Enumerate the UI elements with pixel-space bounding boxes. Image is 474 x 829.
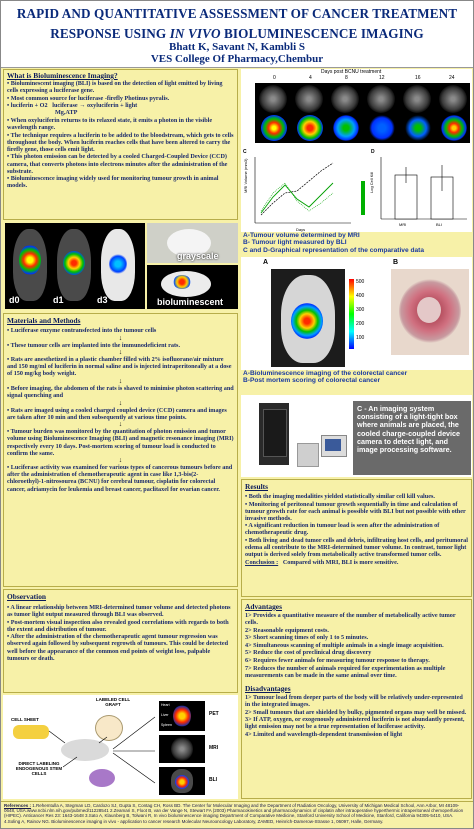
intro-bullet: • Most common source for luciferase -firefly Photinus pyralis.: [7, 94, 170, 102]
days-row: [255, 75, 470, 83]
observation-title: Observation: [7, 592, 47, 601]
disadvantage-item: 3> If ATP, oxygen, or exogenously administered luciferin is not abundantly present, light emission may not be a true representation of luciferase activity.: [245, 716, 465, 731]
mice-figure: [3, 223, 238, 309]
advantages-section: [241, 599, 472, 799]
grayscale-mouse-panel: [147, 223, 238, 263]
disadvantage-item: 2> Small tumours that are shielded by bulky, pigmented organs may well be missed.: [245, 708, 467, 716]
c-xlabel: Days: [296, 227, 306, 232]
c-ylabel: MRI Volume (mm3): [243, 158, 248, 193]
method-step: • Tumour burden was monitored by the quantitation of photon emission and tumor volume using Bioluminescence Imaging (BLI) and magnetic resonance imaging (MRI) respectively every 10 days. Post-mortem scoring of tumour load is conducted to confirm the same.: [7, 428, 234, 457]
poster-title-line2: RESPONSE USING IN VIVO BIOLUMINESCENCE IMAGING: [50, 26, 424, 41]
modality-label: BLI: [209, 777, 218, 783]
labeled-cell-label: LABELED CELL GRAFT: [95, 697, 131, 707]
method-step: • Luciferase activity was examined for various types of cancerous tumours before and after the administration of chemotherapeutic agent in case like 1,3-bis(2-chloroethyl)-1-nitrosourea (BCNU) for cerebral tumour, cisplatin for colorectal cancer, adriamycin for leukemia and breast cancer, paclitaxel for ovarian cancer.: [7, 464, 233, 493]
methods-section: [3, 313, 238, 587]
intro-title: What is Bioluminescence Imaging?: [7, 71, 118, 80]
poster-header: [1, 1, 473, 68]
observation-bullet: • A linear relationship between MRI-determined tumor volume and detected photons as tumor light output measured through BLI was observed.: [7, 604, 231, 619]
colorectal-color-scale: [349, 279, 354, 349]
methods-body: [7, 327, 234, 493]
observation-bullet: • After the administration of the chemotherapeutic agent tumour regression was observed again followed by subsequent regrowth of tumours. This could be detected well before the appearance of the common end points of weight loss, palpable tumours or death.: [7, 633, 229, 662]
days-title: Days post BCNU treatment: [321, 69, 382, 75]
down-arrow-icon: ↓: [118, 376, 123, 385]
intro-bullet: • When oxyluciferin returns to its relaxed state, it emits a photon in the visible wavelength range.: [7, 116, 213, 132]
organ-label: Heart: [161, 703, 170, 707]
colorectal-caption: A-Bioluminescence imaging of the colorectal cancer B-Post mortem scoring of colorectal cancer: [243, 370, 408, 385]
results-bullet: • Both living and dead tumor cells and debris, infiltrating host cells, and peritumoral edema all contribute to the MRI-determined tumor volume. In contrast, tumor light output is derived solely from metabolically active transformed tumor cells.: [245, 537, 468, 559]
institution: VES College Of Pharmacy,Chembur: [150, 53, 324, 65]
advantages-title: Advantages: [245, 602, 282, 611]
down-arrow-icon: ↓: [118, 333, 123, 342]
advantage-item: 1> Provides a quantitative measure of the number of metabolically active tumor cells.: [245, 612, 456, 627]
mri-bli-caption: A-Tumour volume determined by MRI B- Tumour light measured by BLI C and D-Graphical representation of the comparative data: [243, 232, 425, 254]
down-arrow-icon: ↓: [118, 420, 123, 429]
method-step: • These tumour cells are implanted into the immunodeficient rats.: [7, 341, 181, 349]
poster-title-line1: RAPID AND QUANTITATIVE ASSESSMENT OF CANCER TREATMENT: [16, 6, 458, 21]
mri-bli-graphs: [241, 153, 472, 232]
references-label: References :: [4, 803, 32, 808]
imaging-system-figure: [241, 395, 472, 477]
observation-bullet: • Post-mortem visual inspection also revealed good correlations with regards to both the extent and distribution of tumour.: [7, 618, 229, 633]
day-label: 0: [273, 75, 276, 81]
conclusion: Conclusion : Compared with MRI, BLI is more sensitive.: [245, 558, 399, 566]
disadvantages-title: Disadvantages: [245, 683, 291, 693]
method-step: • Rats are imaged using a cooled charged coupled device (CCD) camera and images are taken after 10 min and then subsequently at various time points.: [7, 406, 227, 421]
intro-bullet: • The technique requires a luciferin to be added to the bloodstream, which gets to cells throughout the body. When luciferin reaches cells that have been altered to carry the firefly gene, those cells emit light.: [7, 131, 234, 153]
pet-scan-image: [159, 701, 205, 731]
colorectal-label-a: A: [263, 259, 269, 266]
modality-label: MRI: [209, 745, 219, 751]
d-category: MRI: [399, 222, 407, 227]
cell-sheet-label: CELL SHEET: [11, 717, 39, 722]
grayscale-label: grayscale: [177, 251, 219, 261]
day-label: 8: [345, 75, 348, 81]
advantage-item: 7> Reduces the number of animals required for experimentation as multiple measurements can be made in the same animal over time.: [245, 664, 446, 679]
results-bullet: • Monitoring of peritoneal tumour growth sequentially in time and calculation of tumour growth rate for each animal is possible with BLI but not possible with other invasive methods.: [245, 500, 466, 522]
mouse-day-label: d1: [53, 295, 64, 305]
intro-body: [7, 80, 234, 189]
mri-bli-scan-grid: [255, 83, 470, 143]
results-title: Results: [245, 482, 268, 491]
results-section: [241, 479, 472, 597]
references-text: 1.Rehemtulla A, Stegman LD, Cardozo SJ, Gupta S, Contag CH, Ross BD. The Center for Molecular Imaging and the Department of Radiation Oncology, University of Michigan Medical School, Ann Arbor, MI 48109-0648, USA.www.ncbi.nlm.nih.gov/pubmed/11228541 2.Zeamari S, Floot B, van der Vange N, Stewart FA (2003) Pharmacokinetics and pharmacodynamics of cisplatin after intraoperative hyperthermic intraperitoneal chemoperfusion (HIPEC). Anticancer Res 23: 1643-1648 3.Sato A, Klaunberg B, Tolwani R, In vivo bioluminescence imaging Department of Comparative Medicine, Stanford University School of Medicine, Stanford, California 94305-5410, USA. 4.Soling A, Rainov NG. Bioluminescence imaging in vivo - application to cancer research Molecular Neurooncology Laboratory, ZAMED, Heinrich-Damerow-Strasse 1, 06097, Halle, Germany.: [4, 803, 464, 824]
mouse-day-label: d3: [97, 295, 108, 305]
organ-label: Spleen: [161, 723, 172, 727]
colorectal-label-b: B: [393, 259, 399, 266]
mice-bioluminescence-panel: [5, 223, 145, 309]
intro-bullet: • This photon emission can be detected by a cooled Charged-Coupled Device (CCD) camera, that converts photons into electrons minutes after the administration of the substrate.: [7, 153, 228, 175]
results-body: [245, 493, 468, 566]
intro-bullet: • Bioluminescence imaging widely used for monitoring tumour growth in animal models.: [7, 175, 219, 190]
organ-label: Liver: [161, 713, 169, 717]
advantage-item: 6> Requires fewer animals for measuring tumour response to therapy.: [245, 657, 430, 665]
cpu-tower-image: [297, 443, 319, 467]
panel-d-label: D: [371, 149, 375, 155]
methods-title: Materials and Methods: [7, 316, 81, 325]
modality-label: PET: [209, 711, 219, 717]
results-bullet: • A significant reduction in tumour load is seen after the administration of chemotherapeutic drug.: [245, 522, 440, 537]
cell-tracking-diagram: [3, 695, 238, 799]
luciferase-equation: • luciferin + O2 luciferase → oxyluciferin + light Mg,ATP: [7, 102, 138, 117]
day-label: 16: [415, 75, 421, 81]
bioluminescent-mouse-panel: [147, 265, 238, 309]
advantages-body: [245, 612, 468, 679]
references: [1, 801, 473, 828]
intro-section: [3, 69, 238, 220]
mri-bli-figure: [241, 69, 472, 232]
panel-c-label: C: [243, 149, 247, 155]
d-category: BLI: [436, 222, 443, 227]
disadvantage-item: 4> Limited and wavelength-dependent transmission of light: [245, 730, 403, 738]
advantage-item: 4> Simultaneous scanning of multiple animals in a single image acquisition.: [245, 641, 444, 649]
bioluminescent-label: bioluminescent: [157, 297, 224, 307]
colorectal-bli-image: [271, 269, 345, 367]
observation-body: [7, 604, 234, 662]
bli-scan-image: [159, 767, 205, 795]
day-label: 12: [379, 75, 385, 81]
mri-scan-image: [159, 735, 205, 763]
down-arrow-icon: ↓: [118, 398, 123, 407]
authors: Bhatt K, Savant N, Kambli S: [169, 41, 305, 53]
mouse-day-label: d0: [9, 295, 20, 305]
day-label: 4: [309, 75, 312, 81]
advantage-item: 5> Reduce the cost of preclinical drug discovery: [245, 649, 372, 657]
disadvantage-item: 1> Tumour load from deeper parts of the body will be relatively under-represented in the integrated images.: [245, 693, 463, 708]
down-arrow-icon: ↓: [118, 456, 123, 465]
results-bullet: • Both the imaging modalities yielded statistically similar cell kill values.: [245, 493, 435, 500]
down-arrow-icon: ↓: [118, 348, 123, 357]
observation-section: [3, 589, 238, 693]
intro-bullet: • Bioluminescent imaging (BLI) is based on the detection of light emitted by living cells expressing a luciferase gene.: [7, 80, 223, 95]
imaging-system-description: C - An imaging system consisting of a light-tight box where animals are placed, the cooled charge-coupled device camera to detect light, and image processing software.: [353, 401, 471, 475]
post-mortem-image: [391, 269, 469, 355]
day-label: 24: [449, 75, 455, 81]
advantage-item: 2> Reasonable equipment costs.: [245, 626, 329, 634]
d-ylabel: Log Cell Kill: [369, 171, 374, 193]
method-step: • Rats are anesthetized in a plastic chamber filled with 2% isofluorane/air mixture and 150 mg/ml of luciferin in normal saline and is injected intraperitoneally at a dose of 150 mg/kg body weight.: [7, 356, 232, 378]
colorectal-figure: A 500 400 300 200 100 B: [241, 257, 472, 370]
method-step: • Before imaging, the abdomen of the rats is shaved to minimise photon scattering and signal quenching and: [7, 384, 234, 400]
disadvantages-body: [245, 694, 468, 738]
method-step: • Luciferase enzyme contransfected into the tumour cells: [7, 327, 157, 334]
direct-labeling-label: DIRECT LABELING ENDOGENOUS STEM CELLS: [15, 761, 63, 776]
advantage-item: 3> Short scanning times of only 1 to 5 minutes.: [245, 634, 369, 642]
